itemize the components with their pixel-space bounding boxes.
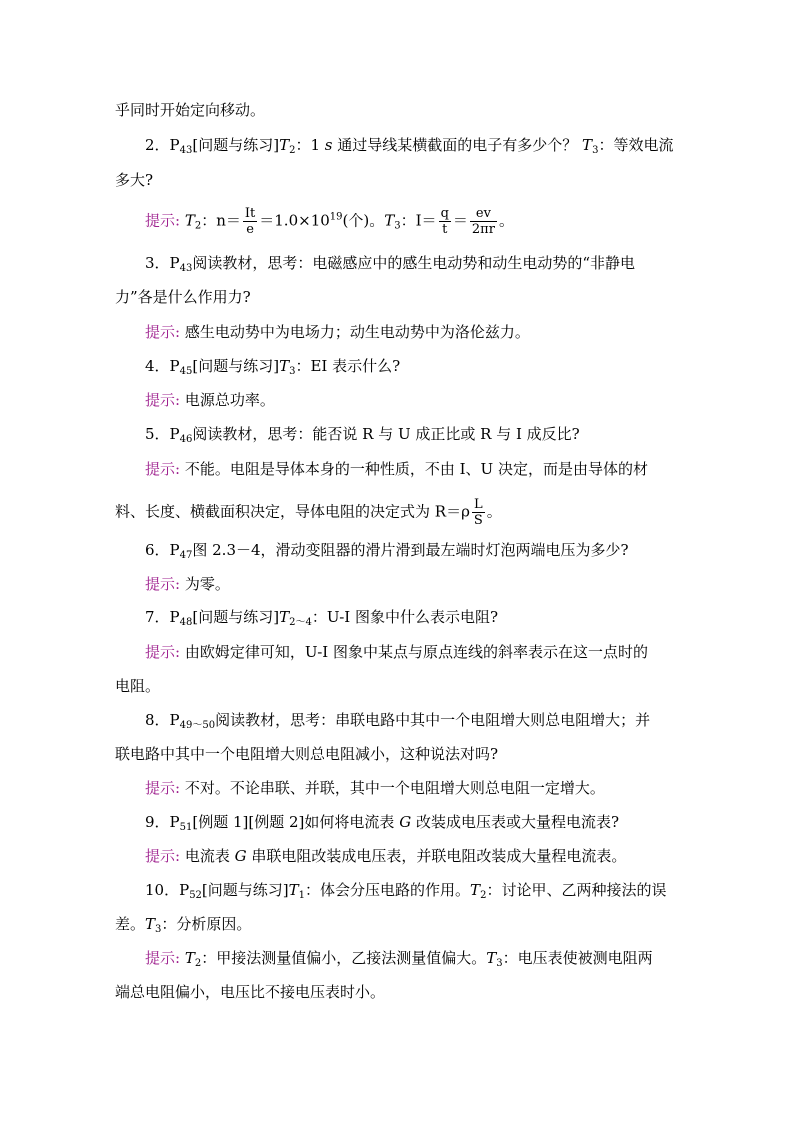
question-9: 9．$P_{51}$[例题 1][例题 2]如何将电流表 G 改装成电压表或大量程电流表? — [145, 813, 619, 833]
hint-9: 提示: 电流表 G 串联电阻改装成电压表，并联电阻改装成大量程电流表。 — [145, 847, 627, 865]
hint-label: 提示: — [145, 323, 181, 341]
hint-label: 提示: — [145, 643, 181, 661]
fraction: $\frac{L}{S}$ — [473, 497, 483, 528]
question-7: 7．$P_{48}$[问题与练习]$T_{2\sim 4}$：U-I 图象中什么表示电阻? — [145, 608, 499, 628]
text-line: 乎同时开始定向移动。 — [115, 101, 266, 119]
question-10: 10．$P_{52}$[问题与练习]$T_1$：体会分压电路的作用。$T_2$：讨论甲、乙两种接法的误 — [145, 881, 667, 901]
hint-label: 提示: — [145, 779, 181, 797]
question-4: 4．$P_{45}$[问题与练习]$T_3$：EI 表示什么? — [145, 357, 401, 377]
hint-8: 提示: 不对。不论串联、并联，其中一个电阻增大则总电阻一定增大。 — [145, 779, 605, 797]
question-3: 3．$P_{43}$阅读教材，思考：电磁感应中的感生电动势和动生电动势的“非静电 — [145, 254, 636, 274]
question-2: 2．$P_{43}$[问题与练习]$T_2$：1 s 通过导线某横截面的电子有多少个？ $T_3$：等效电流 — [145, 136, 674, 156]
hint-3: 提示: 感生电动势中为电场力；动生电动势中为洛伦兹力。 — [145, 323, 530, 341]
hint-label: 提示: — [145, 391, 181, 409]
question-8: 8．$P_{49\sim 50}$阅读教材，思考：串联电路中其中一个电阻增大则总电阻增大；并 — [145, 711, 651, 731]
text-line: 料、长度、横截面积决定，导体电阻的决定式为 R＝ρ $\frac{L}{S}$ 。 — [115, 497, 502, 528]
hint-label: 提示: — [145, 211, 181, 230]
text-line: 联电路中其中一个电阻增大则总电阻减小，这种说法对吗? — [115, 745, 499, 763]
fraction: $\frac{It}{e}$ — [244, 206, 256, 237]
question-5: 5．$P_{46}$阅读教材，思考：能否说 R 与 U 成正比或 R 与 I 成反比? — [145, 425, 580, 445]
hint-10: 提示: $T_2$：甲接法测量值偏小，乙接法测量值偏大。$T_3$：电压表使被测电阻两 — [145, 949, 653, 969]
hint-label: 提示: — [145, 949, 181, 967]
text-line: 电阻。 — [115, 677, 161, 695]
hint-label: 提示: — [145, 460, 181, 478]
question-6: 6．$P_{47}$图 2.3－4，滑动变阻器的滑片滑到最左端时灯泡两端电压为多少? — [145, 541, 629, 561]
hint-label: 提示: — [145, 847, 181, 865]
hint-5: 提示: 不能。电阻是导体本身的一种性质，不由 I、U 决定，而是由导体的材 — [145, 460, 648, 478]
hint-2: 提示: $T_2$：n＝ $\frac{It}{e}$ $=1.0\times 10^{19}$(个)。$T_3$：I＝ $\frac{q}{t}$ ＝ $\frac{ev}{2\pi r}$ 。 — [145, 206, 514, 237]
fraction: $\frac{q}{t}$ — [440, 206, 449, 237]
text-line: 力”各是什么作用力? — [115, 288, 251, 306]
hint-4: 提示: 电源总功率。 — [145, 391, 275, 409]
hint-7: 提示: 由欧姆定律可知，U-I 图象中某点与原点连线的斜率表示在这一点时的 — [145, 643, 648, 661]
text-line: 端总电阻偏小，电压比不接电压表时小。 — [115, 983, 386, 1001]
text-line: 多大? — [115, 171, 154, 189]
hint-6: 提示: 为零。 — [145, 575, 230, 593]
fraction: $\frac{ev}{2\pi r}$ — [471, 206, 495, 237]
hint-label: 提示: — [145, 575, 181, 593]
text-line: 差。$T_3$：分析原因。 — [115, 915, 252, 935]
